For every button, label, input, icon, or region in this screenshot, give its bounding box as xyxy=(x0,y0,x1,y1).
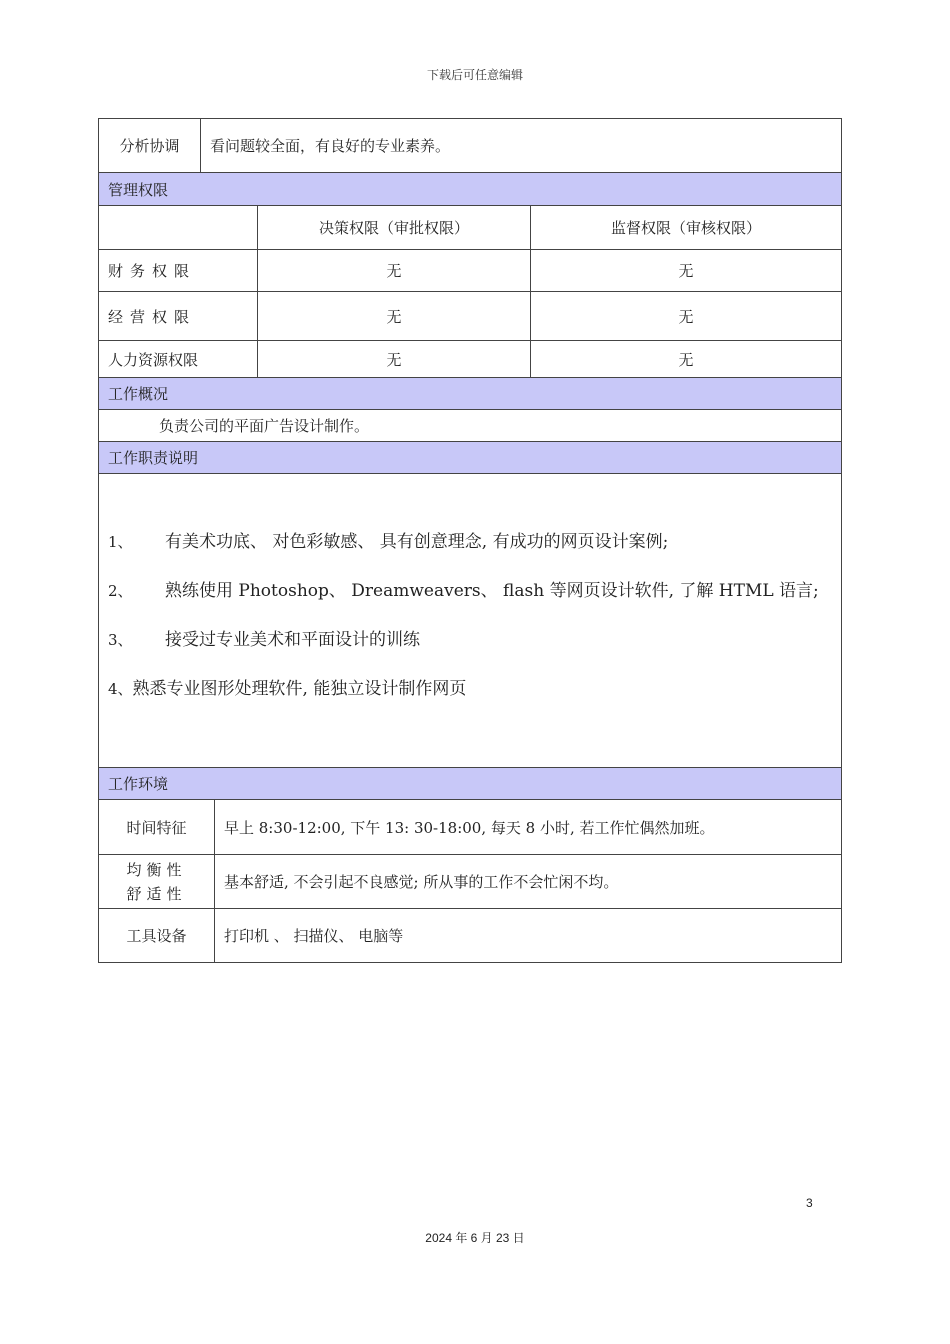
environment-row-label xyxy=(99,855,214,908)
authority-row-supervision: 无 xyxy=(530,292,841,340)
overview-text: 负责公司的平面广告设计制作。 xyxy=(159,417,370,435)
environment-row-label: 时间特征 xyxy=(126,818,187,837)
duty-item-number: 1、 xyxy=(108,533,133,551)
authority-row-label: 人力资源权限 xyxy=(108,350,199,369)
duty-item-text: 接受过专业美术和平面设计的训练 xyxy=(165,630,420,650)
duty-item xyxy=(108,677,841,701)
authority-row-operations xyxy=(99,292,841,341)
environment-row-label: 工具设备 xyxy=(126,927,187,945)
environment-row-time xyxy=(99,800,841,855)
environment-row-value: 打印机 、 扫描仪、 电脑等 xyxy=(214,909,841,962)
job-description-table xyxy=(98,118,842,963)
environment-label-line: 舒适性 xyxy=(126,884,187,903)
environment-label-line: 均衡性 xyxy=(126,860,187,879)
page-number: 3 xyxy=(806,1196,813,1210)
header-note: 下载后可任意编辑 xyxy=(426,68,523,82)
authority-row-decision: 无 xyxy=(257,341,530,377)
authority-row-finance xyxy=(99,250,841,292)
duty-item xyxy=(108,628,841,652)
duty-item-number: 4、 xyxy=(108,680,133,698)
environment-row-value: 早上 8:30-12:00, 下午 13: 30-18:00, 每天 8 小时, 若工作忙偶然加班。 xyxy=(214,800,841,854)
duty-item-number: 3、 xyxy=(108,631,133,649)
analysis-row xyxy=(99,119,841,173)
authority-col-decision: 决策权限（审批权限） xyxy=(257,206,530,249)
duty-item-number: 2、 xyxy=(108,582,133,600)
authority-row-label: 财务权限 xyxy=(108,262,197,280)
overview-section-title: 工作概况 xyxy=(99,378,841,410)
overview-row xyxy=(99,410,841,442)
authority-col-supervision: 监督权限（审核权限） xyxy=(530,206,841,249)
authority-row-decision: 无 xyxy=(257,250,530,291)
authority-section-title: 管理权限 xyxy=(99,173,841,206)
duty-item-text: 熟悉专业图形处理软件, 能独立设计制作网页 xyxy=(132,679,467,699)
duties-body xyxy=(99,474,841,768)
authority-row-supervision: 无 xyxy=(530,341,841,377)
footer-date: 2024 年 6 月 23 日 xyxy=(425,1231,525,1245)
duty-item xyxy=(108,530,841,554)
authority-row-supervision: 无 xyxy=(530,250,841,291)
environment-row-value: 基本舒适, 不会引起不良感觉; 所从事的工作不会忙闲不均。 xyxy=(214,855,841,908)
duties-section-title: 工作职责说明 xyxy=(99,442,841,474)
environment-section-title: 工作环境 xyxy=(99,768,841,800)
duty-item-text: 有美术功底、 对色彩敏感、 具有创意理念, 有成功的网页设计案例; xyxy=(165,532,669,552)
authority-row-hr xyxy=(99,341,841,378)
authority-row-label: 经营权限 xyxy=(108,307,197,326)
analysis-label: 分析协调 xyxy=(119,137,180,155)
analysis-value: 看问题较全面，有良好的专业素养。 xyxy=(200,119,841,172)
authority-row-decision: 无 xyxy=(257,292,530,340)
duty-item xyxy=(108,579,841,603)
environment-row-tools xyxy=(99,909,841,963)
authority-header-row xyxy=(99,206,841,250)
authority-corner-cell xyxy=(99,206,257,249)
environment-row-comfort xyxy=(99,855,841,909)
duty-item-text: 熟练使用 Photoshop、 Dreamweavers、 flash 等网页设计软件, 了解 HTML 语言; xyxy=(165,581,819,601)
